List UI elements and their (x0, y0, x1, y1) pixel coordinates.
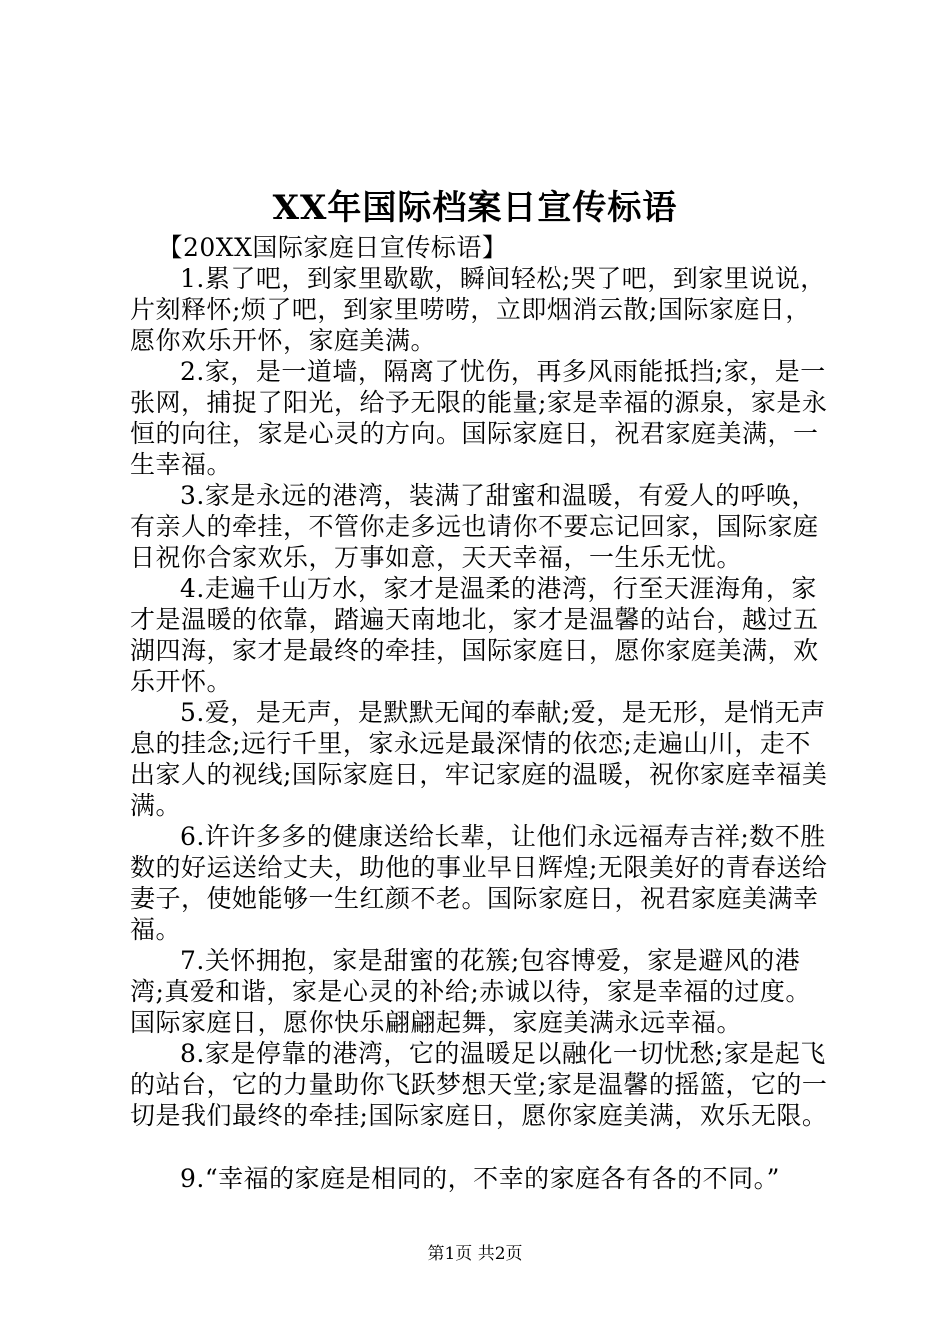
slogan-paragraph-1: 1.累了吧，到家里歇歇，瞬间轻松;哭了吧，到家里说说，片刻释怀;烦了吧，到家里唠唠，立即烟消云散;国际家庭日，愿你欢乐开怀，家庭美满。 (130, 264, 826, 355)
slogan-paragraph-5: 5.爱，是无声，是默默无闻的奉献;爱，是无形，是悄无声息的挂念;远行千里，家永远是最深情的依恋;走遍山川，走不出家人的视线;国际家庭日，牢记家庭的温暖，祝你家庭幸福美满。 (130, 698, 828, 820)
slogan-paragraph-3: 3.家是永远的港湾，装满了甜蜜和温暖，有爱人的呼唤，有亲人的牵挂，不管你走多远也请你不要忘记回家，国际家庭日祝你合家欢乐，万事如意，天天幸福，一生乐无忧。 (130, 481, 819, 572)
slogan-paragraph-2: 2.家，是一道墙，隔离了忧伤，再多风雨能抵挡;家，是一张网，捕捉了阳光，给予无限的能量;家是幸福的源泉，家是永恒的向往，家是心灵的方向。国际家庭日，祝君家庭美满，一生幸福。 (130, 357, 828, 479)
document-body (130, 232, 830, 1194)
page-footer: 第1页 共2页 (427, 1244, 523, 1264)
slogan-paragraph-6: 6.许许多多的健康送给长辈，让他们永远福寿吉祥;数不胜数的好运送给丈夫，助他的事业早日辉煌;无限美好的青春送给妻子，使她能够一生红颜不老。国际家庭日，祝君家庭美满幸福。 (130, 822, 828, 944)
slogan-paragraph-9: 9.“幸福的家庭是相同的，不幸的家庭各有各的不同。” (180, 1164, 780, 1193)
slogan-paragraph-8: 8.家是停靠的港湾，它的温暖足以融化一切忧愁;家是起飞的站台，它的力量助你飞跃梦想天堂;家是温馨的摇篮，它的一切是我们最终的牵挂;国际家庭日，愿你家庭美满，欢乐无限。 (130, 1039, 828, 1130)
slogan-paragraph-4: 4.走遍千山万水，家才是温柔的港湾，行至天涯海角，家才是温暖的依靠，踏遍天南地北，家才是温馨的站台，越过五湖四海，家才是最终的牵挂，国际家庭日，愿你家庭美满，欢乐开怀。 (130, 574, 819, 696)
slogan-paragraph-7: 7.关怀拥抱，家是甜蜜的花簇;包容博爱，家是避风的港湾;真爱和谐，家是心灵的补给;赤诚以待，家是幸福的过度。国际家庭日，愿你快乐翩翩起舞，家庭美满永远幸福。 (130, 946, 811, 1037)
document-title: XX年国际档案日宣传标语 (272, 188, 678, 228)
document-subtitle: 【20XX国际家庭日宣传标语】 (157, 233, 508, 262)
